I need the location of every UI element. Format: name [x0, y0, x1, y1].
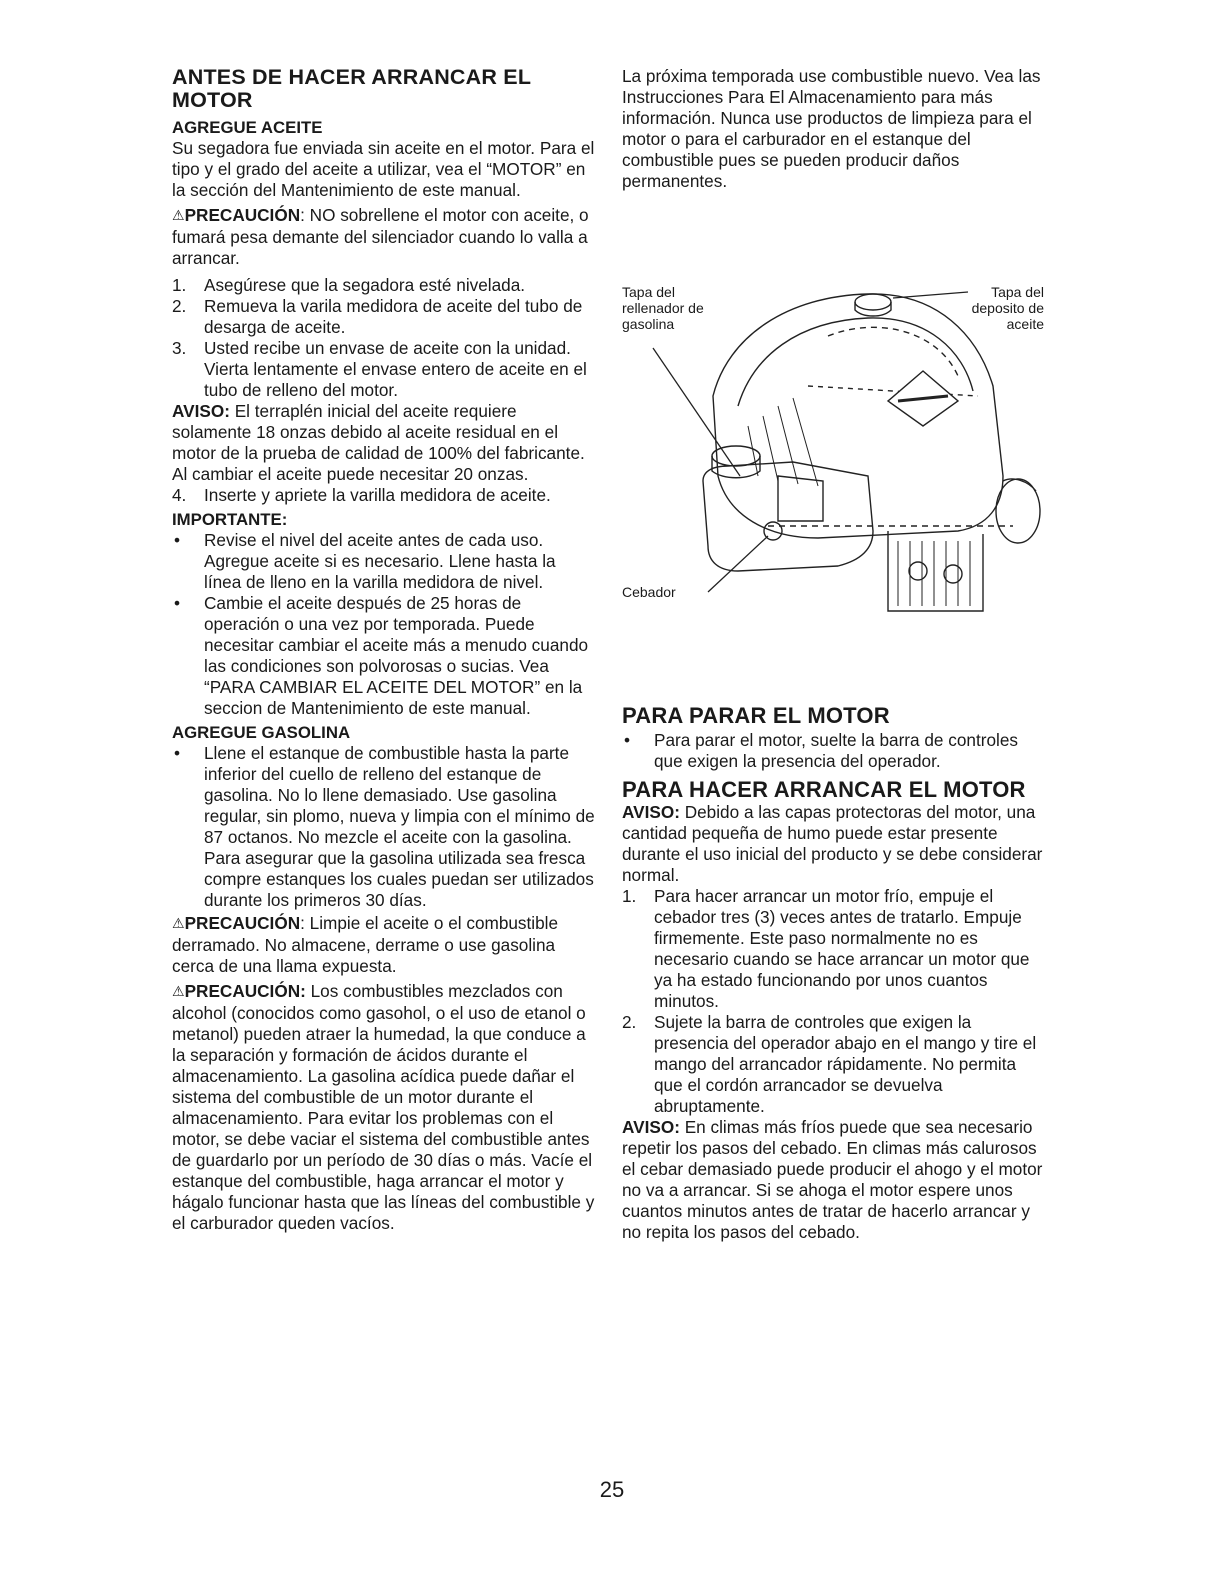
right-column-lower — [622, 704, 1046, 1243]
list-item: • Llene el estanque de combustible hasta la parte inferior del cuello de relleno del estanque de gasolina. No lo llene demasiado. Use gasolina regular, sin plomo, nueva y limpia con el mínimo de 87 octanos. No mezcle el aceite con la gasolina. Para asegurar que la gasolina utilizada sea fresca compre estanques los cuales puedan ser utilizados durante los primeros 30 días. — [174, 743, 595, 910]
caution-text: : NO sobrellene el motor con aceite, o fumará pesa demante del silenciador cuando lo valla a arrancar. — [172, 205, 589, 268]
section-title-start-engine: PARA HACER ARRANCAR EL MOTOR — [622, 777, 1026, 802]
list-item: 2. Sujete la barra de controles que exigen la presencia del operador abajo en el mango y tire el mango del arrancador rápidamente. No permita que el cordón arrancador se devuelva abruptamente. — [622, 1012, 1037, 1116]
list-item: 4. Inserte y apriete la varilla medidora de aceite. — [172, 485, 551, 505]
caution-alcohol-fuel — [172, 981, 596, 1234]
aviso-cold-weather — [622, 1117, 1046, 1243]
aviso-text: Debido a las capas protectoras del motor, una cantidad pequeña de humo puede estar presente durante el uso inicial del producto y se debe considerar normal. — [622, 802, 1043, 885]
aviso-text: En climas más fríos puede que sea necesario repetir los pasos del cebado. En climas más calurosos el cebar demasiado puede producir el ahogo y el motor no va a arrancar. Si se ahoga el motor espere unos cuantos minutos antes de tratar de hacerlo arrancar y no repita los pasos del cebado. — [622, 1117, 1043, 1242]
start-steps — [622, 886, 1046, 1117]
heading-add-gasoline: AGREGUE GASOLINA — [172, 723, 351, 742]
caution-label: PRECAUCIÓN: — [184, 981, 306, 1001]
important-bullets — [172, 530, 596, 719]
warning-triangle-icon: ⚠ — [172, 983, 185, 999]
aviso-label: AVISO: — [172, 401, 230, 421]
right-column — [622, 66, 1046, 192]
heading-add-oil: AGREGUE ACEITE — [172, 118, 323, 137]
label-primer: Cebador — [622, 584, 676, 600]
list-item: 1. Asegúrese que la segadora esté nivelada. — [172, 275, 526, 295]
add-oil-intro: Su segadora fue enviada sin aceite en el motor. Para el tipo y el grado del aceite a utilizar, vea el “MOTOR” en la sección del Mantenimiento de este manual. — [172, 138, 595, 200]
list-item: 2. Remueva la varila medidora de aceite del tubo de desarga de aceite. — [172, 296, 583, 337]
caution-spill — [172, 913, 596, 977]
caution-oil — [172, 205, 596, 269]
page-number: 25 — [599, 1477, 625, 1502]
caution-text: Los combustibles mezclados con alcohol (conocidos como gasohol, o el uso de etanol o metanol) pueden atraer la humedad, la que conduce a la separación y formación de ácidos durante el almacenamiento. La gasolina acídica puede dañar el sistema del combustible de un motor durante el almacenamiento. Para evitar los problemas con el motor, se debe vaciar el sistema del combustible antes de guardarlo por un período de 30 días o más. Vacíe el estanque del combustible, haga arrancar el motor y hágalo funcionar hasta que las líneas del combustible y el carburador queden vacíos. — [172, 981, 595, 1233]
list-item: • Revise el nivel del aceite antes de cada uso. Agregue aceite si es necesario. Llene hasta la línea de lleno en la varilla medidora de nivel. — [174, 530, 556, 592]
section-title-stop-engine: PARA PARAR EL MOTOR — [622, 703, 890, 728]
list-item: 1. Para hacer arrancar un motor frío, empuje el cebador tres (3) veces antes de tratarlo. Empuje firmemente. Este paso normalmente no es necesario cuando se hace arrancar un motor que ya ha estado funcionando por unos cuantos minutos. — [622, 886, 1030, 1011]
left-column — [172, 66, 596, 1234]
warning-triangle-icon: ⚠ — [172, 915, 185, 931]
aviso-oil — [172, 401, 596, 485]
list-item: 3. Usted recibe un envase de aceite con la unidad. Vierta lentamente el envase entero de aceite en el tubo de relleno del motor. — [172, 338, 587, 400]
section-title-before-start: ANTES DE HACER ARRANCAR EL MOTOR — [172, 65, 531, 112]
heading-important: IMPORTANTE: — [172, 510, 288, 529]
gasoline-bullets — [172, 743, 596, 911]
caution-label: PRECAUCIÓN — [184, 913, 301, 933]
aviso-text: El terraplén inicial del aceite requiere solamente 18 onzas debido al aceite residual en el motor de la prueba de calidad de 100% del fabricante. Al cambiar el aceite puede necesitar 20 onzas. — [172, 401, 585, 484]
storage-note: La próxima temporada use combustible nuevo. Vea las Instrucciones Para El Almacenamiento para más información. Nunca use productos de limpieza para el motor o para el carburador en el estanque del combustible pues se pueden producir daños permanentes. — [622, 66, 1041, 191]
list-item: • Para parar el motor, suelte la barra de controles que exigen la presencia del operador. — [624, 730, 1018, 771]
label-fuel-cap: Tapa del rellenador de gasolina — [622, 284, 704, 332]
list-item: • Cambie el aceite después de 25 horas de operación o una vez por temporada. Puede necesitar cambiar el aceite más a menudo cuando las condiciones son polvorosas o sucias. Vea “PARA CAMBIAR EL ACEITE DEL MOTOR” en la seccion de Mantenimiento de este manual. — [174, 593, 589, 718]
oil-steps — [172, 275, 596, 401]
stop-bullets — [622, 730, 1046, 772]
caution-text: : Limpie el aceite o el combustible derramado. No almacene, derrame o use gasolina cerca de una llama expuesta. — [172, 913, 559, 976]
label-oil-cap: Tapa del deposito de aceite — [971, 284, 1044, 332]
engine-illustration — [618, 276, 1048, 656]
aviso-label: AVISO: — [622, 802, 680, 822]
aviso-label: AVISO: — [622, 1117, 680, 1137]
warning-triangle-icon: ⚠ — [172, 207, 185, 223]
oil-step-4 — [172, 485, 596, 506]
engine-figure — [618, 276, 1048, 656]
caution-label: PRECAUCIÓN — [184, 205, 301, 225]
aviso-smoke — [622, 802, 1046, 886]
